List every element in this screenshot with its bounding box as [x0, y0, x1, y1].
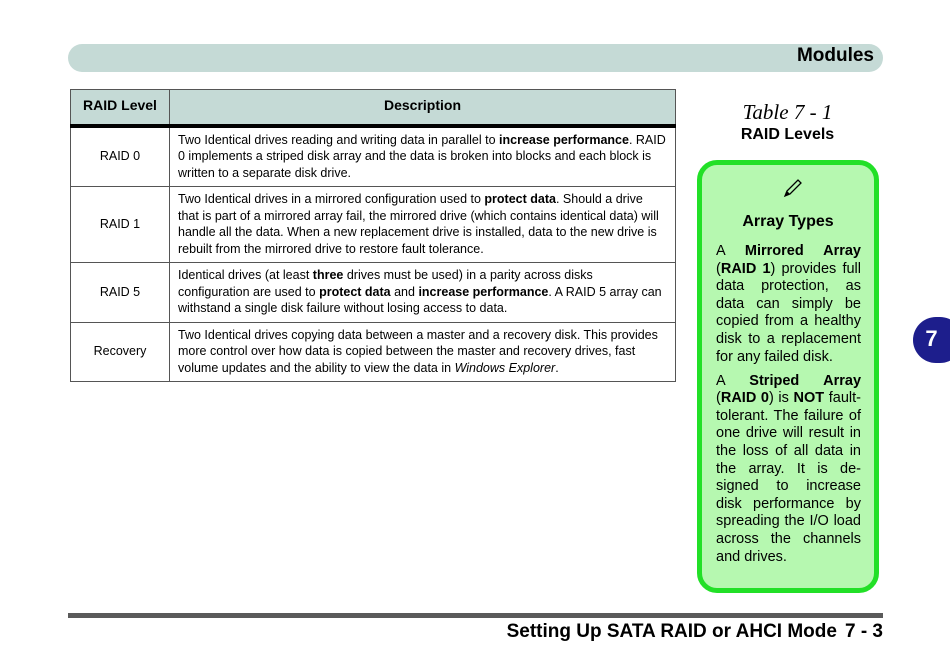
- text-run: drives must be used) in a parity across disks configuration are used to: [178, 268, 593, 299]
- text-run: Striped Array: [749, 372, 862, 389]
- text-run: . RAID 0 implements a striped disk array and the data is broken into blocks and each block is written to a separate disk drive.: [178, 132, 666, 180]
- note-box-body: [716, 243, 861, 573]
- column-header-description: Description: [170, 90, 676, 126]
- text-run: increase performance: [499, 132, 629, 147]
- text-run: A: [716, 243, 745, 259]
- footer: [507, 620, 883, 644]
- page-section-title: Modules: [796, 45, 874, 66]
- raid-level-cell: RAID 5: [71, 263, 170, 323]
- raid-level-cell: Recovery: [71, 322, 170, 382]
- note-box-title: Array Types: [742, 213, 834, 230]
- chapter-tab: [913, 317, 950, 363]
- raid-level-cell: RAID 1: [71, 187, 170, 263]
- array-types-note-box: [697, 160, 879, 593]
- table-row: [71, 263, 676, 323]
- text-run: RAID 1: [720, 260, 771, 277]
- table-title: RAID Levels: [740, 126, 835, 143]
- text-run: (: [716, 390, 721, 407]
- table-row: [71, 126, 676, 187]
- text-run: ) is: [768, 390, 794, 407]
- text-run: fault-tolerant. The failure of one drive will result in the loss of all data in the array. It is de-signed to increase disk performance by spreading the I/O load across the channels and drives.: [716, 390, 861, 565]
- text-run: protect data: [319, 284, 391, 299]
- table-header-row: [71, 90, 676, 126]
- text-run: protect data: [484, 192, 556, 206]
- text-run: (: [716, 260, 721, 277]
- text-run: A: [716, 372, 750, 389]
- text-run: increase performance: [418, 284, 549, 299]
- description-cell: [170, 126, 676, 187]
- header-bar: [68, 44, 883, 72]
- text-run: Windows Explorer: [454, 360, 556, 375]
- chapter-number: 7: [925, 326, 938, 351]
- text-run: ) provides full data protection, as data can simply be copied from a healthy disk to a replacement for any failed disk.: [716, 260, 861, 365]
- column-header-raid-level: RAID Level: [71, 90, 170, 126]
- table-row: [71, 187, 676, 263]
- note-paragraph: [716, 243, 861, 366]
- text-run: Mirrored Array: [744, 243, 861, 259]
- raid-level-cell: RAID 0: [71, 126, 170, 187]
- text-run: Two Identical drives in a mirrored configuration used to: [178, 192, 485, 206]
- text-run: .: [555, 360, 559, 375]
- table-row: [71, 322, 676, 382]
- text-run: Identical drives (at least: [178, 268, 313, 282]
- text-run: . A RAID 5 array can withstand a single disk failure without losing access to data.: [178, 284, 662, 315]
- text-run: NOT: [793, 390, 825, 407]
- description-cell: [170, 322, 676, 382]
- note-paragraph: [716, 373, 861, 567]
- raid-levels-table: [70, 89, 676, 382]
- description-cell: [170, 263, 676, 323]
- text-run: RAID 0: [720, 390, 769, 407]
- table-number: Table 7 - 1: [742, 100, 833, 124]
- text-run: . Should a drive that is part of a mirrored array fail, the mirrored drive (which contains identical data) will handle all the data. When a new replacement drive is installed, data to the new drive is rebuilt from the mirrored drive to restore fault tolerance.: [178, 192, 659, 256]
- text-run: three: [312, 268, 344, 282]
- text-run: and: [390, 284, 419, 299]
- text-run: Two Identical drives reading and writing data in parallel to: [178, 132, 500, 147]
- footer-divider: [68, 613, 883, 618]
- page-number: 7 - 3: [844, 621, 883, 642]
- text-run: Two Identical drives copying data between a master and a recovery disk. This provides more control over how data is copied between the master and recovery drives, fast volume updates and the ability to view the data in: [178, 327, 658, 375]
- footer-chapter-title: Setting Up SATA RAID or AHCI Mode: [506, 621, 837, 642]
- pen-icon: [782, 177, 804, 199]
- description-cell: [170, 187, 676, 263]
